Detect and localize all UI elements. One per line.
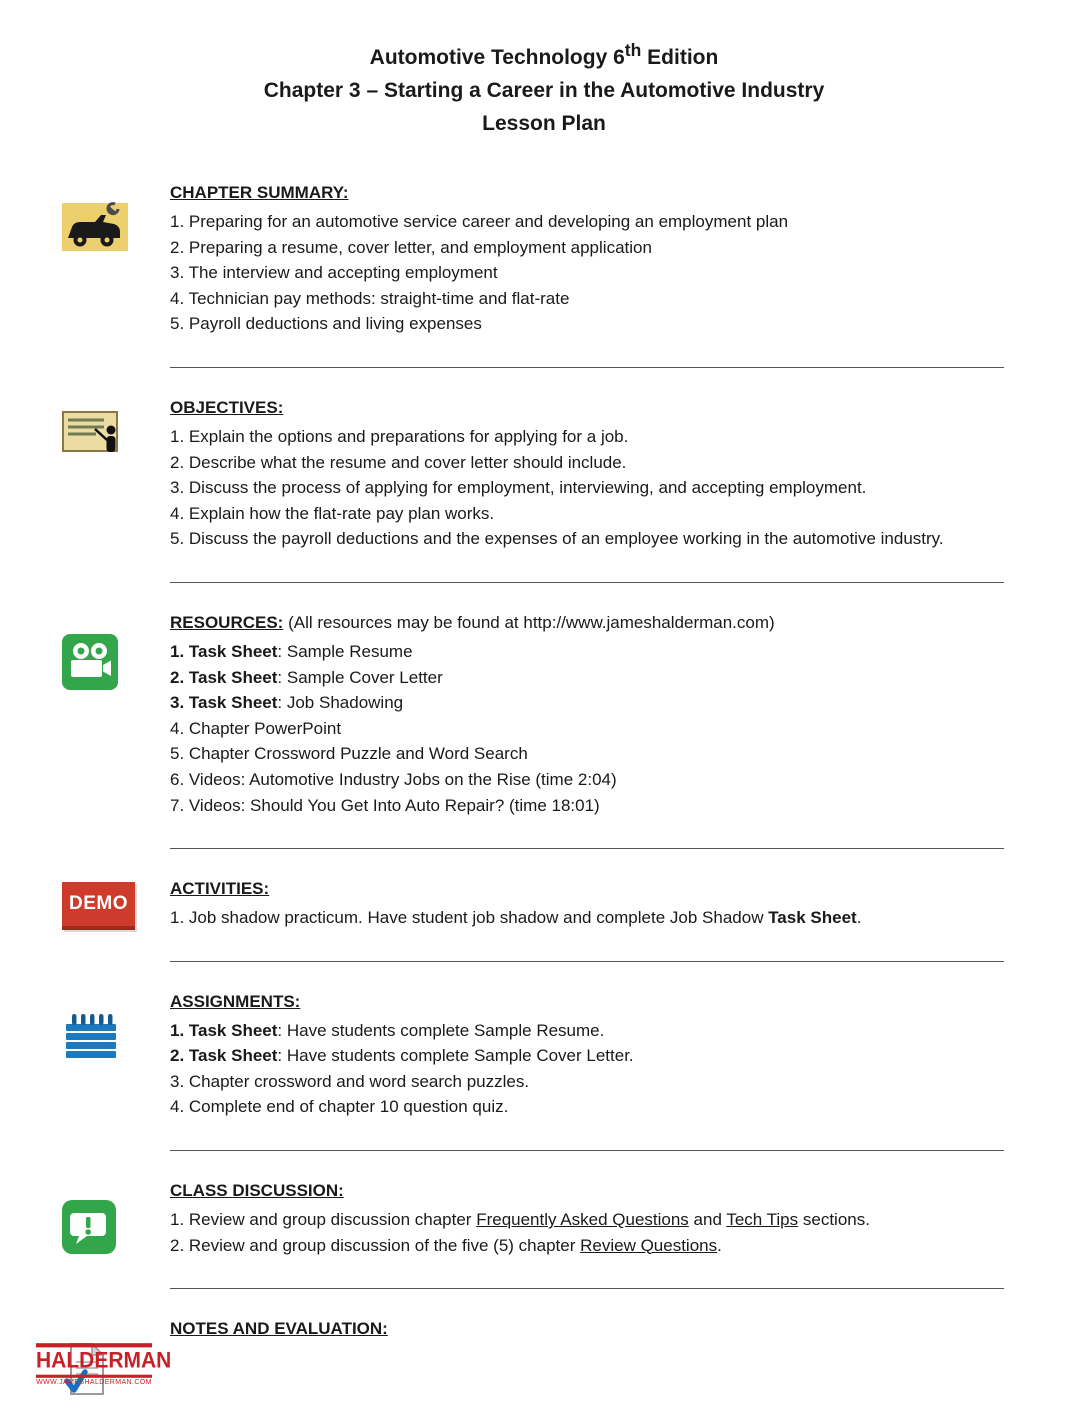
section-heading: RESOURCES: (All resources may be found at http://www.jameshalderman.com): [170, 612, 775, 632]
section-chapter-summary: [170, 180, 1004, 368]
section-heading: ACTIVITIES:: [170, 879, 270, 899]
text-line: 4. Complete end of chapter 10 question quiz.: [170, 1097, 509, 1117]
demo-ribbon-label: DEMO: [62, 882, 135, 930]
text-line: 6. Videos: Automotive Industry Jobs on the Rise (time 2:04): [170, 769, 617, 789]
document-body: [69, 180, 1004, 1408]
section-lines: [170, 209, 1004, 337]
section-heading: ASSIGNMENTS:: [170, 991, 301, 1011]
text-line: 2. Task Sheet: Have students complete Sample Cover Letter.: [170, 1046, 634, 1066]
text-line: 7. Videos: Should You Get Into Auto Repair? (time 18:01): [170, 795, 600, 815]
section-heading: OBJECTIVES:: [170, 397, 284, 417]
section-lines: [170, 424, 1004, 552]
halderman-logo-text: HALDERMAN: [36, 1343, 152, 1378]
notebook-icon: [62, 1009, 120, 1070]
text-line: 1. Review and group discussion chapter Frequently Asked Questions and Tech Tips sections.: [170, 1210, 870, 1230]
text-line: 1. Task Sheet: Sample Resume: [170, 641, 413, 661]
text-line: 1. Preparing for an automotive service career and developing an employment plan: [170, 212, 789, 231]
section-lines: [170, 1207, 1004, 1258]
text-line: 4. Technician pay methods: straight-time and flat-rate: [170, 288, 570, 308]
text-line: 1. Explain the options and preparations for applying for a job.: [170, 426, 629, 446]
text-line: 1. Task Sheet: Have students complete Sample Resume.: [170, 1020, 605, 1040]
video-camera-icon: [62, 634, 118, 695]
text-line: 5. Discuss the payroll deductions and the expenses of an employee working in the automotive industry.: [170, 529, 944, 549]
title-line-2: Chapter 3 – Starting a Career in the Automotive Industry: [263, 79, 825, 102]
car-service-icon: [62, 200, 128, 259]
section-lines: [170, 905, 1004, 931]
section-divider: [170, 961, 1004, 962]
section-divider: [170, 1150, 1004, 1151]
text-line: 5. Chapter Crossword Puzzle and Word Search: [170, 744, 528, 764]
text-line: 2. Describe what the resume and cover letter should include.: [170, 452, 627, 472]
text-line: 3. Task Sheet: Job Shadowing: [170, 693, 404, 713]
section-resources: [170, 610, 1004, 849]
title-line-3: Lesson Plan: [482, 112, 606, 135]
section-heading: NOTES AND EVALUATION:: [170, 1319, 388, 1339]
section-lines: [170, 639, 1004, 818]
section-divider: [170, 1288, 1004, 1289]
halderman-logo-url: WWW.JAMESHALDERMAN.COM: [36, 1379, 152, 1386]
discussion-bubble-icon: [62, 1200, 116, 1259]
text-line: 2. Task Sheet: Sample Cover Letter: [170, 667, 443, 687]
text-line: 4. Explain how the flat-rate pay plan works.: [170, 503, 495, 523]
title-line-1: Automotive Technology 6th Edition: [369, 40, 719, 69]
text-line: 2. Preparing a resume, cover letter, and employment application: [170, 237, 652, 257]
section-divider: [170, 582, 1004, 583]
section-activities: [69, 876, 1004, 962]
section-divider: [170, 367, 1004, 368]
section-objectives: [170, 395, 1004, 583]
section-heading: CLASS DISCUSSION:: [170, 1181, 344, 1201]
document-title: [0, 0, 1088, 140]
text-line: 2. Review and group discussion of the five (5) chapter Review Questions.: [170, 1235, 722, 1255]
section-heading: CHAPTER SUMMARY:: [170, 183, 349, 202]
text-line: 4. Chapter PowerPoint: [170, 718, 342, 738]
text-line: 5. Payroll deductions and living expenses: [170, 314, 482, 334]
text-line: 3. Chapter crossword and word search puzzles.: [170, 1071, 530, 1091]
section-class-discussion: [170, 1178, 1004, 1289]
text-line: 1. Job shadow practicum. Have student job shadow and complete Job Shadow Task Sheet.: [170, 908, 862, 928]
text-line: 3. Discuss the process of applying for employment, interviewing, and accepting employment.: [170, 478, 867, 498]
demo-ribbon-icon: [62, 882, 135, 930]
section-notes-evaluation: [170, 1316, 1004, 1408]
text-line: 3. The interview and accepting employment: [170, 263, 498, 283]
section-divider: [170, 848, 1004, 849]
halderman-logo: [36, 1344, 172, 1386]
section-assignments: [170, 989, 1004, 1151]
training-board-icon: [62, 411, 124, 464]
section-lines: [170, 1018, 1004, 1120]
